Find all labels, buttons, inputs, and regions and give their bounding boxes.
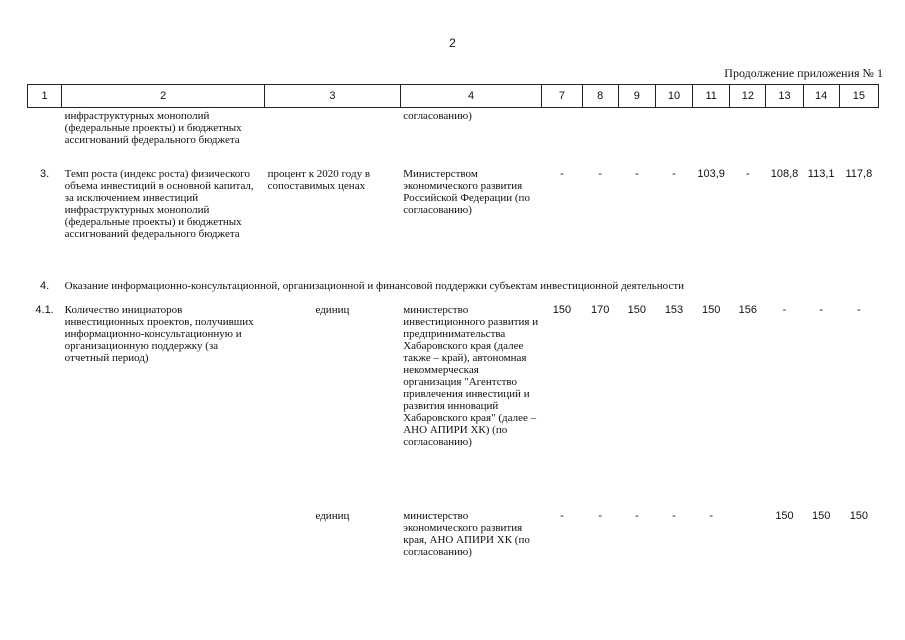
value-cell: 117,8 xyxy=(845,168,873,180)
value-cell: 156 xyxy=(738,304,757,316)
value-cell: 150 xyxy=(775,510,794,522)
value-cell: 108,8 xyxy=(770,168,799,180)
value-cell: 103,9 xyxy=(697,168,725,180)
continuation-label: Продолжение приложения № 1 xyxy=(724,66,883,80)
value-cell xyxy=(618,108,655,169)
value-cell: 170 xyxy=(590,304,610,316)
page-number: 2 xyxy=(449,36,456,50)
value-cell: - xyxy=(560,168,564,180)
header-cell: 2 xyxy=(62,85,265,108)
header-cell: 4 xyxy=(400,85,542,108)
row-number xyxy=(28,510,62,558)
header-cell: 8 xyxy=(582,85,618,108)
row-number xyxy=(28,108,62,169)
value-cell: - xyxy=(634,510,639,522)
value-cell: - xyxy=(709,510,713,522)
header-cell: 14 xyxy=(803,85,839,108)
header-cell: 10 xyxy=(655,85,692,108)
value-cell: 150 xyxy=(552,304,572,316)
value-cell: - xyxy=(560,510,564,522)
responsible-cell: министерство экономического развития края, АНО АПИРИ ХК (по согласованию) xyxy=(403,510,530,558)
value-cell xyxy=(839,108,878,169)
header-cell: 7 xyxy=(542,85,582,108)
header-cell: 9 xyxy=(618,85,655,108)
value-cell: - xyxy=(857,304,861,316)
value-cell: 150 xyxy=(849,510,869,522)
table-row xyxy=(28,510,879,558)
section-number: 4. xyxy=(39,280,50,292)
unit-cell xyxy=(265,108,401,169)
unit-cell: единиц xyxy=(315,304,350,316)
value-cell: 150 xyxy=(811,510,831,522)
value-cell xyxy=(542,108,582,169)
table-header-row xyxy=(28,85,879,108)
value-cell: - xyxy=(782,304,787,316)
value-cell xyxy=(766,108,803,169)
indicator-name: Количество инициаторов инвестиционных проектов, получивших информационно-консультационную и организационную поддержку (за отчетный период) xyxy=(64,304,254,364)
value-cell: - xyxy=(634,168,639,180)
value-cell: 153 xyxy=(664,304,684,316)
row-number: 4.1. xyxy=(35,304,54,316)
value-cell: - xyxy=(745,168,750,180)
table-row xyxy=(28,304,879,510)
unit-cell: единиц xyxy=(315,510,350,522)
indicator-name xyxy=(62,510,265,558)
section-row xyxy=(28,280,879,304)
unit-cell: процент к 2020 году в сопоставимых ценах xyxy=(267,168,371,192)
value-cell xyxy=(693,108,730,169)
value-cell xyxy=(730,108,766,169)
header-cell: 3 xyxy=(265,85,401,108)
value-cell: - xyxy=(598,168,602,180)
indicator-name: Темп роста (индекс роста) физического объема инвестиций в основной капитал, за исключением инвестиций инфраструктурных монополий (федеральные проекты) и бюджетных ассигнований федерального бюджета xyxy=(64,168,254,240)
header-cell: 13 xyxy=(766,85,803,108)
header-cell: 12 xyxy=(730,85,766,108)
responsible-cell: согласованию) xyxy=(403,110,472,122)
table-row xyxy=(28,108,879,169)
value-cell: 113,1 xyxy=(807,168,835,180)
header-cell: 11 xyxy=(693,85,730,108)
value-cell xyxy=(730,510,766,558)
header-cell: 15 xyxy=(839,85,878,108)
row-number: 3. xyxy=(39,168,50,180)
value-cell: - xyxy=(819,304,823,316)
table-row xyxy=(28,168,879,280)
value-cell: - xyxy=(672,168,676,180)
value-cell: 150 xyxy=(701,304,721,316)
indicators-table xyxy=(27,84,879,558)
header-cell: 1 xyxy=(28,85,62,108)
value-cell: - xyxy=(672,510,676,522)
responsible-cell: министерство инвестиционного развития и предпринимательства Хабаровского края (далее также – край), автономная некоммерческая организация "Агентство привлечения инвестиций и развития инноваций Хабаровского края" (далее – АНО АПИРИ ХК) (по согласованию) xyxy=(403,304,539,448)
value-cell: 150 xyxy=(627,304,646,316)
value-cell xyxy=(655,108,692,169)
value-cell: - xyxy=(598,510,602,522)
section-title: Оказание информационно-консультационной, организационной и финансовой поддержки субъектам инвестиционной деятельности xyxy=(64,280,685,292)
value-cell xyxy=(803,108,839,169)
value-cell xyxy=(582,108,618,169)
responsible-cell: Министерством экономического развития Российской Федерации (по согласованию) xyxy=(403,168,530,216)
indicator-name: инфраструктурных монополий (федеральные проекты) и бюджетных ассигнований федерального бюджета xyxy=(64,110,242,146)
